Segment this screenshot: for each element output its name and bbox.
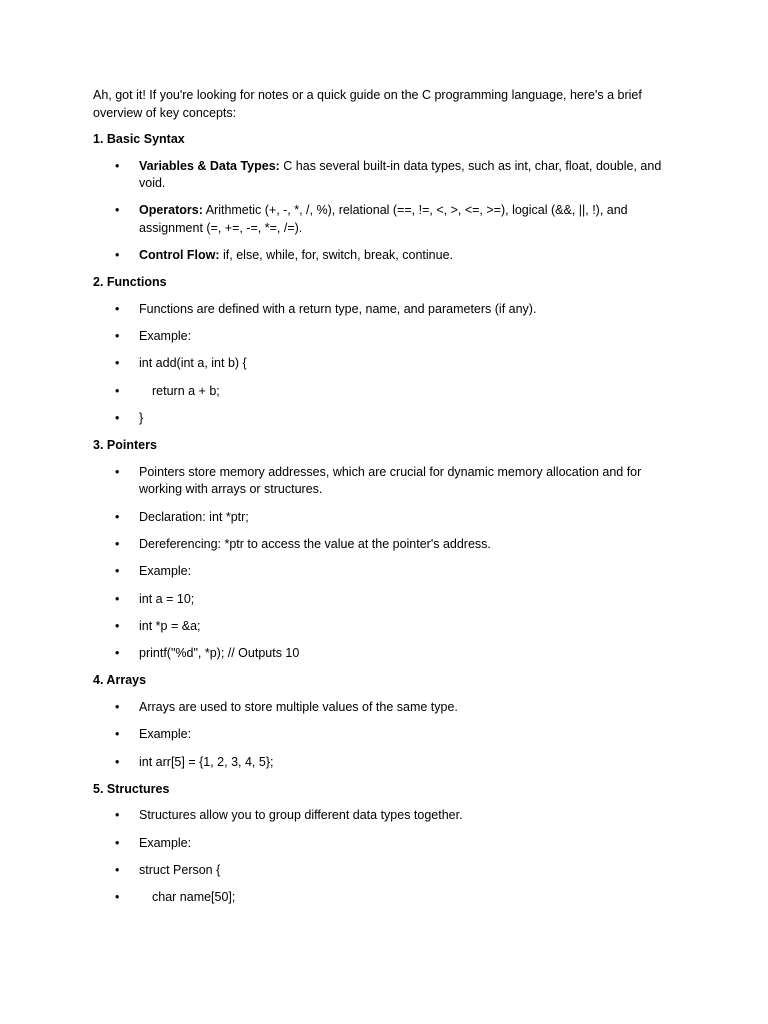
bullet-list [93, 158, 683, 265]
list-item [93, 807, 683, 825]
bullet-list [93, 699, 683, 771]
list-item-content [139, 592, 194, 606]
list-item-text: Dereferencing: *ptr to access the value at the pointer's address. [139, 536, 491, 551]
intro-paragraph: Ah, got it! If you're looking for notes or a quick guide on the C programming language, here's a brief overview of key concepts: [93, 88, 642, 120]
list-item-content [139, 619, 201, 633]
bullet-dot-icon: • [115, 329, 120, 344]
list-item [93, 410, 683, 428]
list-item-text: Example: [139, 835, 192, 850]
bullet-dot-icon: • [115, 890, 120, 905]
bullet-dot-icon: • [115, 356, 120, 371]
list-item-text: Declaration: int *ptr; [139, 509, 249, 524]
list-item-content [139, 646, 299, 660]
bullet-dot-icon: • [115, 754, 120, 769]
bullet-dot-icon: • [115, 536, 120, 551]
list-item-content [139, 159, 661, 191]
list-item-text: char name[50]; [152, 890, 236, 905]
term-label: Control Flow: [139, 248, 220, 263]
list-item [93, 889, 683, 907]
section-heading: 5. Structures [93, 781, 170, 796]
bullet-dot-icon: • [115, 699, 120, 714]
list-item-content [139, 203, 628, 235]
section-heading: 3. Pointers [93, 438, 157, 453]
list-item-content [139, 329, 191, 343]
list-item-content [139, 727, 191, 741]
list-item [93, 301, 683, 319]
list-item-text: Arrays are used to store multiple values of the same type. [139, 699, 458, 714]
list-item-text: int a = 10; [139, 591, 195, 606]
list-item-content [139, 836, 191, 850]
bullet-dot-icon: • [115, 591, 120, 606]
list-item-text: Example: [139, 564, 192, 579]
bullet-dot-icon: • [115, 383, 120, 398]
bullet-dot-icon: • [115, 808, 120, 823]
list-item-content [139, 465, 641, 497]
list-item [93, 591, 683, 609]
section-heading: 1. Basic Syntax [93, 132, 185, 146]
term-label: Variables & Data Types: [139, 158, 280, 173]
list-item [93, 862, 683, 880]
section-heading: 4. Arrays [93, 673, 147, 688]
list-item-text: printf("%d", *p); // Outputs 10 [139, 646, 300, 661]
list-item-text: C has several built-in data types, such as int, char, float, double, and void. [139, 158, 662, 190]
list-item-content [139, 411, 143, 425]
list-item [93, 645, 683, 663]
bullet-dot-icon: • [115, 248, 120, 263]
list-item-text: return a + b; [152, 383, 220, 398]
list-item-content [139, 890, 235, 904]
bullet-dot-icon: • [115, 301, 120, 316]
list-item [93, 247, 683, 265]
list-item [93, 383, 683, 401]
list-item-content [139, 384, 220, 398]
list-item-text: int add(int a, int b) { [139, 356, 247, 371]
list-item-content [139, 564, 191, 578]
bullet-dot-icon: • [115, 862, 120, 877]
document-body [93, 87, 683, 917]
list-item-content [139, 510, 249, 524]
bullet-dot-icon: • [115, 509, 120, 524]
list-item [93, 328, 683, 346]
list-item-text: struct Person { [139, 862, 221, 877]
list-item-content [139, 537, 491, 551]
list-item-text: Arithmetic (+, -, *, /, %), relational (==, !=, <, >, <=, >=), logical (&&, ||, !), and assignment (=, +=, -=, *=, /=). [139, 203, 628, 235]
list-item [93, 509, 683, 527]
list-item-text: Example: [139, 329, 192, 344]
bullet-dot-icon: • [115, 835, 120, 850]
section-heading: 2. Functions [93, 275, 167, 290]
list-item [93, 726, 683, 744]
bullet-list [93, 464, 683, 663]
bullet-dot-icon: • [115, 464, 120, 479]
list-item-text: int *p = &a; [139, 618, 201, 633]
list-item-content [139, 808, 463, 822]
bullet-list [93, 301, 683, 428]
bullet-dot-icon: • [115, 564, 120, 579]
list-item-text: Functions are defined with a return type, name, and parameters (if any). [139, 301, 537, 316]
list-item-text: Structures allow you to group different data types together. [139, 808, 463, 823]
bullet-dot-icon: • [115, 158, 120, 173]
list-item-text: if, else, while, for, switch, break, continue. [219, 248, 453, 263]
term-label: Operators: [139, 203, 203, 218]
list-item [93, 355, 683, 373]
list-item [93, 699, 683, 717]
list-item [93, 158, 683, 193]
bullet-dot-icon: • [115, 203, 120, 218]
list-item-text: Pointers store memory addresses, which are crucial for dynamic memory allocation and for working with arrays or structures. [139, 464, 642, 497]
list-item-content [139, 302, 536, 316]
list-item [93, 536, 683, 554]
list-item-content [139, 863, 220, 877]
list-item [93, 464, 683, 499]
bullet-dot-icon: • [115, 411, 120, 426]
list-item [93, 618, 683, 636]
list-item [93, 202, 683, 237]
bullet-dot-icon: • [115, 618, 120, 633]
list-item-content [139, 356, 247, 370]
list-item-text: Example: [139, 727, 192, 742]
list-item-content [139, 755, 273, 769]
list-item [93, 835, 683, 853]
list-item-content [139, 248, 453, 262]
list-item-text: } [139, 411, 144, 426]
bullet-dot-icon: • [115, 646, 120, 661]
bullet-dot-icon: • [115, 727, 120, 742]
list-item [93, 563, 683, 581]
list-item-text: int arr[5] = {1, 2, 3, 4, 5}; [139, 754, 274, 769]
bullet-list [93, 807, 683, 906]
list-item [93, 754, 683, 772]
list-item-content [139, 700, 458, 714]
